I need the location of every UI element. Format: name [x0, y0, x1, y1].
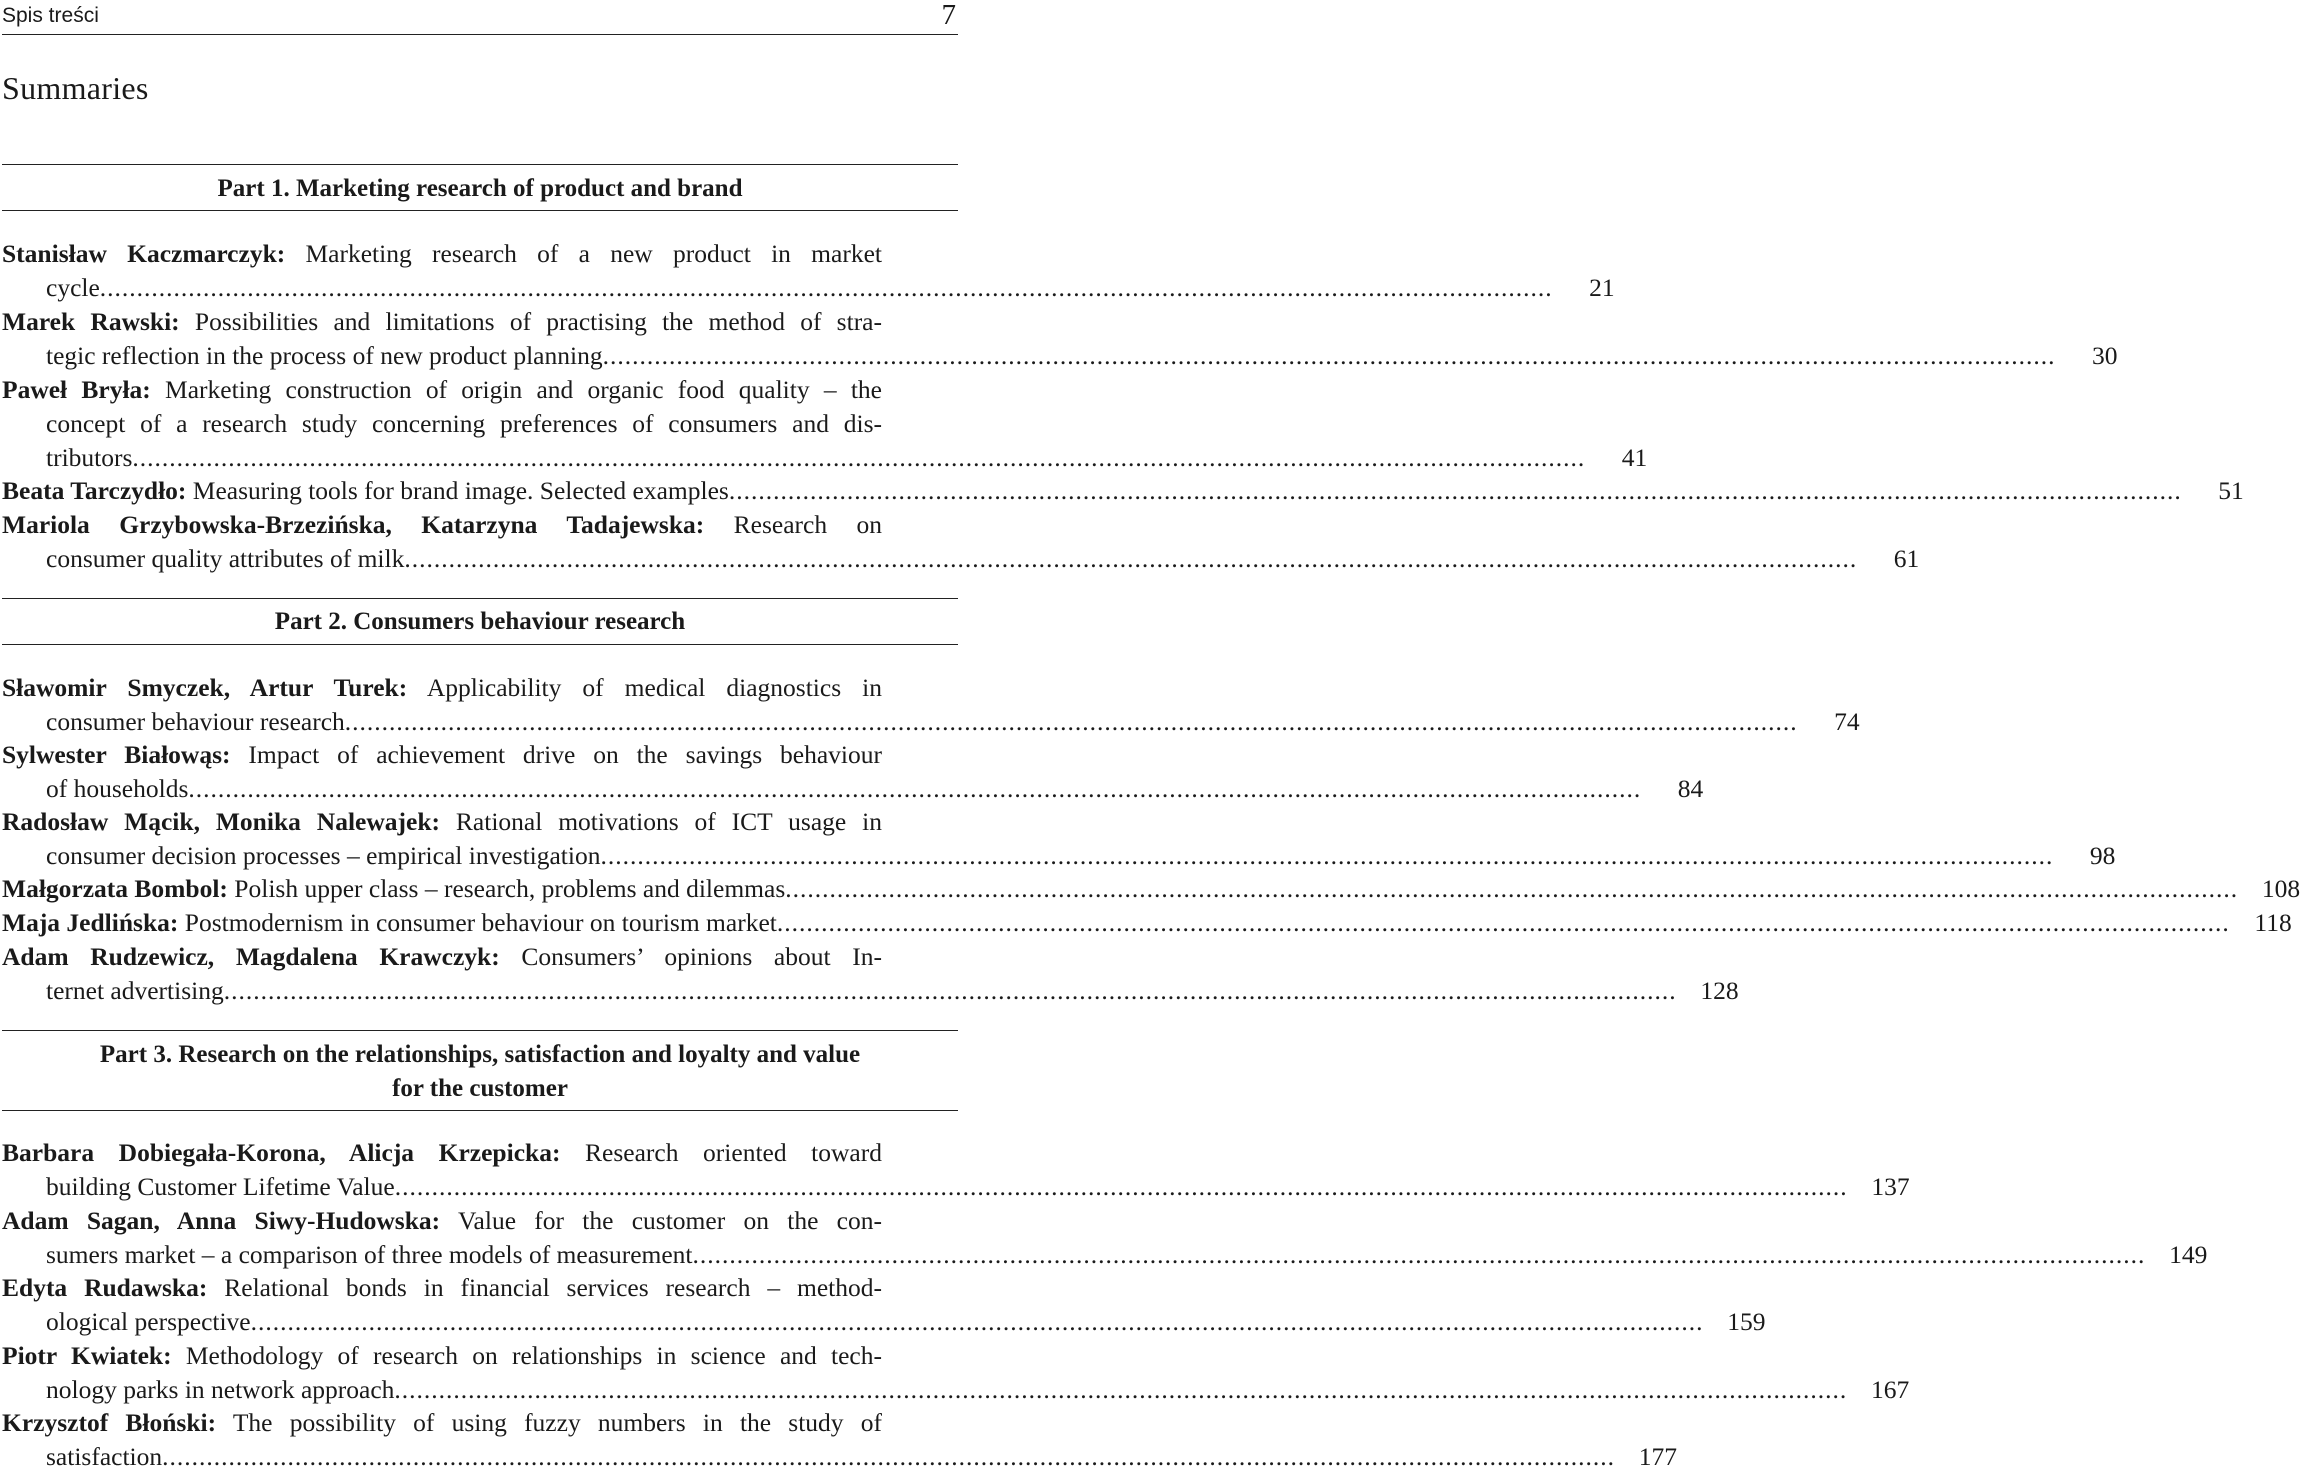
toc-entry[interactable]: [2, 1406, 1678, 1474]
entry-title: Research on: [704, 510, 883, 539]
entry-title: Value for the customer on the con-: [440, 1206, 882, 1235]
entry-page-number: 61: [1893, 544, 1920, 573]
part-divider: [2, 1030, 958, 1031]
part-divider: [2, 644, 958, 645]
entry-page-number: 98: [2089, 841, 2116, 870]
entry-title-end: tributors: [46, 443, 133, 472]
entry-authors: Sylwester Białowąs:: [2, 740, 231, 769]
entry-page-number: 51: [2218, 476, 2244, 505]
entry-authors: Krzysztof Błoński:: [2, 1408, 217, 1437]
entry-page-number: 177: [1638, 1442, 1678, 1471]
toc-entry[interactable]: [2, 237, 1615, 305]
toc-entry[interactable]: [2, 738, 1704, 806]
dot-leader: [251, 1305, 1704, 1339]
entry-title: Relational bonds in financial services research – method-: [207, 1273, 882, 1302]
toc-entry[interactable]: [2, 373, 1648, 475]
toc-entry[interactable]: [2, 872, 2300, 906]
entry-authors: Paweł Bryła:: [2, 375, 151, 404]
running-head-title: Spis treści: [2, 4, 99, 27]
part-divider: [2, 210, 958, 211]
entry-page-number: 41: [1621, 443, 1648, 472]
toc-entry[interactable]: [2, 671, 1860, 739]
dot-leader: [188, 772, 1641, 806]
entry-authors: Edyta Rudawska:: [2, 1273, 208, 1302]
section-heading: Summaries: [2, 70, 149, 106]
entry-authors: Marek Rawski:: [2, 307, 180, 336]
entry-title-end: sumers market – a comparison of three models of measurement: [46, 1240, 693, 1269]
entry-authors: Adam Sagan, Anna Siwy-Hudowska:: [2, 1206, 441, 1235]
entry-title: Applicability of medical diagnostics in: [407, 673, 882, 702]
dot-leader: [785, 872, 2238, 906]
entry-title: Measuring tools for brand image. Selected examples: [186, 476, 729, 505]
entry-title-end: tegic reflection in the process of new product planning: [46, 341, 603, 370]
entry-title-end: ternet advertising: [46, 976, 224, 1005]
part-2-title-text: Part 2. Consumers behaviour research: [274, 608, 686, 635]
dot-leader: [693, 1238, 2146, 1272]
entry-authors: Barbara Dobiegała-Korona, Alicja Krzepicka:: [2, 1138, 561, 1167]
entry-title: Research oriented toward: [560, 1138, 882, 1167]
entry-authors: Piotr Kwiatek:: [2, 1341, 172, 1370]
entry-title-end: satisfaction: [46, 1442, 163, 1471]
entry-page-number: 167: [1871, 1375, 1910, 1404]
entry-title: Rational motivations of ICT usage in: [440, 807, 882, 836]
dot-leader: [777, 906, 2230, 940]
entry-title-end: nology parks in network approach: [46, 1375, 395, 1404]
toc-entry[interactable]: [2, 508, 1920, 576]
toc-entry[interactable]: [2, 474, 2244, 508]
entry-authors: Maja Jedlińska:: [2, 908, 179, 937]
dot-leader: [162, 1440, 1615, 1474]
part-3-title-line1: Part 3. Research on the relationships, satisfaction and loyalty and value: [99, 1041, 861, 1068]
entry-title-cont: concept of a research study concerning preferences of consumers and dis-: [46, 409, 882, 438]
toc-entry[interactable]: [2, 906, 2292, 940]
dot-leader: [132, 441, 1585, 475]
entry-title: Marketing construction of origin and organic food quality – the: [150, 375, 882, 404]
entry-authors: Adam Rudzewicz, Magdalena Krawczyk:: [2, 942, 500, 971]
toc-entry[interactable]: [2, 940, 1739, 1008]
entry-title-end: of households: [46, 774, 189, 803]
dot-leader: [395, 1170, 1848, 1204]
entry-title: The possibility of using fuzzy numbers in the study of: [216, 1408, 883, 1437]
running-head: [2, 0, 958, 35]
entry-page-number: 149: [2169, 1240, 2208, 1269]
dot-leader: [729, 474, 2182, 508]
dot-leader: [394, 1373, 1847, 1407]
part-3-title-line2: for the customer: [392, 1075, 568, 1102]
entry-page-number: 30: [2091, 341, 2118, 370]
entry-authors: Małgorzata Bombol:: [2, 874, 228, 903]
entry-page-number: 128: [1700, 976, 1739, 1005]
running-head-page-number: 7: [941, 0, 956, 31]
part-divider: [2, 164, 958, 165]
part-1-title-text: Part 1. Marketing research of product and brand: [217, 175, 743, 202]
entry-page-number: 74: [1834, 707, 1860, 736]
entry-title: Marketing research of a new product in market: [285, 239, 882, 268]
entry-authors: Stanisław Kaczmarczyk:: [2, 239, 286, 268]
entry-page-number: 84: [1677, 774, 1704, 803]
entry-title-end: consumer decision processes – empirical investigation: [46, 841, 601, 870]
dot-leader: [600, 839, 2053, 873]
dot-leader: [100, 271, 1553, 305]
part-divider: [2, 1110, 958, 1111]
entry-title: Consumers’ opinions about In-: [499, 942, 882, 971]
entry-authors: Mariola Grzybowska-Brzezińska, Katarzyna Tadajewska:: [2, 510, 705, 539]
toc-entry[interactable]: [2, 305, 2118, 373]
part-divider: [2, 598, 958, 599]
part-3-title: [0, 1038, 960, 1106]
entry-authors: Beata Tarczydło:: [2, 476, 187, 505]
dot-leader: [404, 542, 1857, 576]
entry-title: Possibilities and limitations of practising the method of stra-: [179, 307, 882, 336]
entry-page-number: 108: [2261, 874, 2300, 903]
dot-leader: [345, 705, 1798, 739]
dot-leader: [224, 974, 1677, 1008]
part-1-title: [0, 172, 960, 206]
entry-title-end: cycle: [46, 273, 100, 302]
entry-page-number: 137: [1871, 1172, 1910, 1201]
toc-entry[interactable]: [2, 1339, 1910, 1407]
entry-title-end: building Customer Lifetime Value: [46, 1172, 395, 1201]
entry-title: Impact of achievement drive on the savings behaviour: [230, 740, 882, 769]
entry-title: Polish upper class – research, problems and dilemmas: [227, 874, 786, 903]
entry-page-number: 21: [1589, 273, 1615, 302]
entry-title-end: consumer quality attributes of milk: [46, 544, 405, 573]
toc-entry[interactable]: [2, 1204, 2208, 1272]
toc-entry[interactable]: [2, 1271, 1766, 1339]
toc-entry[interactable]: [2, 1136, 1910, 1204]
toc-entry[interactable]: [2, 805, 2116, 873]
part-2-title: [0, 605, 960, 639]
entry-title: Methodology of research on relationships in science and tech-: [171, 1341, 882, 1370]
entry-page-number: 118: [2254, 908, 2292, 937]
dot-leader: [603, 339, 2056, 373]
entry-authors: Sławomir Smyczek, Artur Turek:: [2, 673, 408, 702]
entry-title: Postmodernism in consumer behaviour on tourism market: [178, 908, 777, 937]
entry-authors: Radosław Mącik, Monika Nalewajek:: [2, 807, 440, 836]
entry-title-end: ological perspective: [46, 1307, 251, 1336]
entry-title-end: consumer behaviour research: [46, 707, 345, 736]
entry-page-number: 159: [1727, 1307, 1766, 1336]
